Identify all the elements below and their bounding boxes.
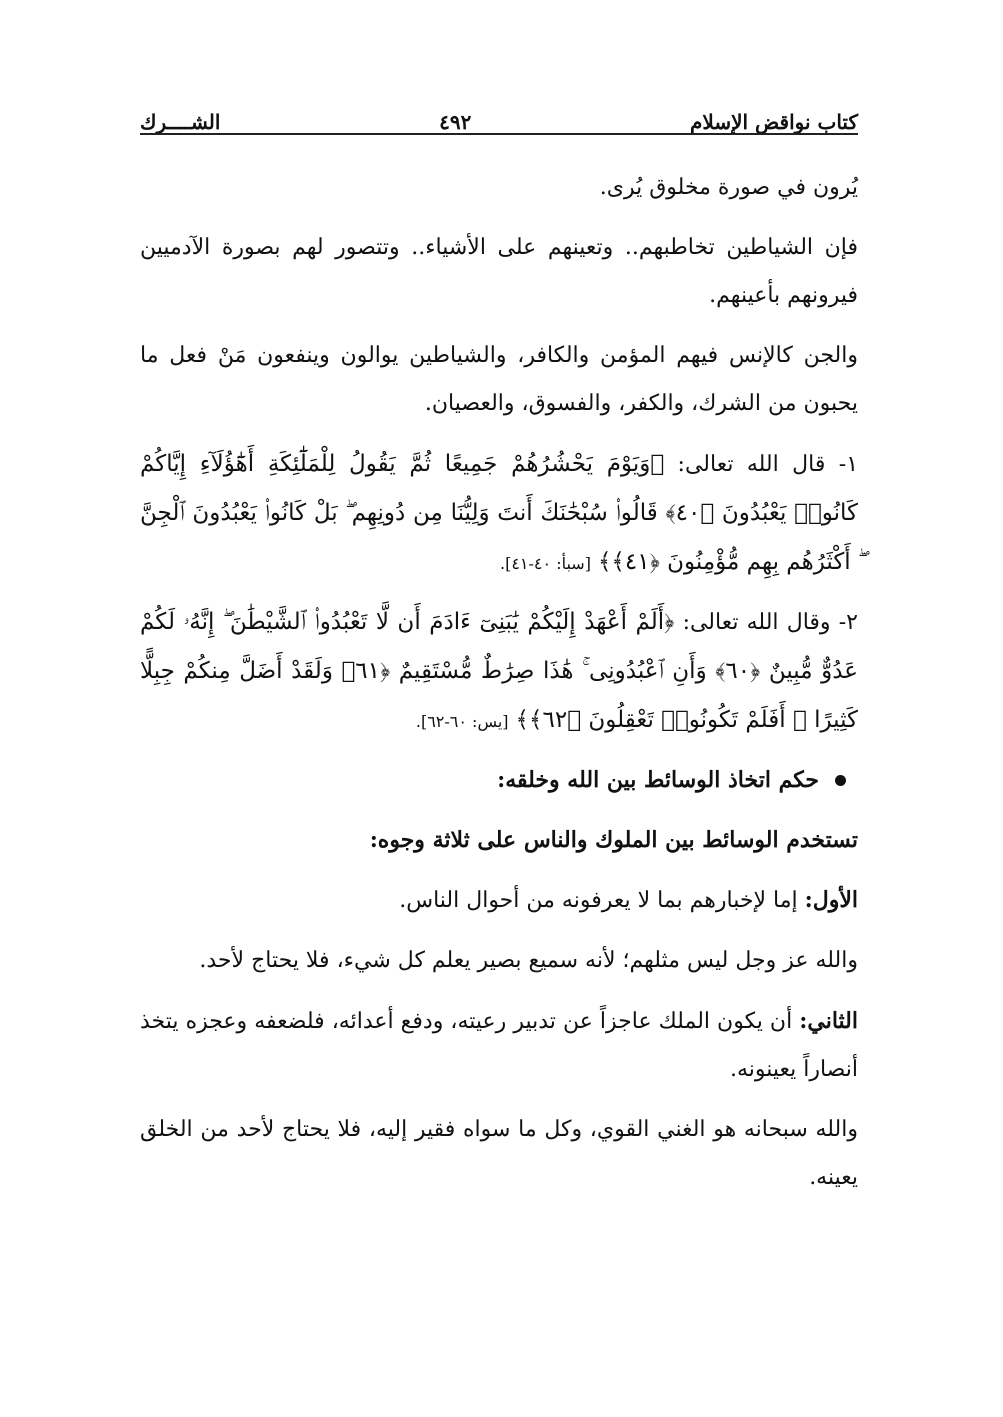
paragraph: والجن كالإنس فيهم المؤمن والكافر، والشياطين يوالون وينفعون مَنْ فعل ما يحبون من الشرك، والكفر، والفسوق، والعصيان. (140, 343, 858, 416)
verse-citation-2 (140, 598, 858, 746)
item-number: ٢- (838, 610, 858, 635)
header-rule (140, 133, 858, 135)
page-body (140, 164, 858, 1214)
paragraph: والله عز وجل ليس مثلهم؛ لأنه سميع بصير يعلم كل شيء، فلا يحتاج لأحد. (199, 948, 858, 973)
second-text: أن يكون الملك عاجزاً عن تدبير رعيته، ودفع أعدائه، فلضعفه وعجزه يتخذ أنصاراً يعينونه. (140, 1009, 858, 1082)
quran-verse: ﴿أَلَمْ أَعْهَدْ إِلَيْكُمْ يَٰبَنِىٓ ءَادَمَ أَن لَّا تَعْبُدُوا۟ ٱلشَّيْطَٰنَ ۖ إِنَّهُۥ لَكُمْ عَدُوٌّ مُّبِينٌ ﴿٦٠﴾ وَأَنِ ٱعْبُدُونِى ۚ هَٰذَا صِرَٰطٌ مُّسْتَقِيمٌ ﴿٦١﴾ وَلَقَدْ أَضَلَّ مِنكُمْ جِبِلًّا كَثِيرًا ۖ أَفَلَمْ تَكُونُوا۟ تَعْقِلُونَ ﴿٦٢﴾﴾ (140, 609, 859, 733)
paragraph: يُرون في صورة مخلوق يُرى. (599, 175, 858, 200)
page-number: ٤٩٢ (439, 110, 472, 134)
verse-reference: [سبأ: ٤٠-٤١]. (500, 554, 591, 573)
second-label: الثاني: (799, 1008, 858, 1034)
section-subheading: تستخدم الوسائط بين الملوك والناس على ثلاثة وجوه: (369, 827, 858, 853)
item-number: ١- (838, 452, 859, 477)
quran-verse: ﴿وَيَوْمَ يَحْشُرُهُمْ جَمِيعًا ثُمَّ يَقُولُ لِلْمَلَٰٓئِكَةِ أَهَٰٓؤُلَآءِ إِيَّاكُمْ كَانُوا۟ يَعْبُدُونَ ﴿٤٠﴾ قَالُوا۟ سُبْحَٰنَكَ أَنتَ وَلِيُّنَا مِن دُونِهِم ۖ بَلْ كَانُوا۟ يَعْبُدُونَ ٱلْجِنَّ ۖ أَكْثَرُهُم بِهِم مُّؤْمِنُونَ ﴿٤١﴾﴾ (140, 451, 858, 575)
verse-citation-1 (140, 440, 858, 588)
first-text: إما لإخبارهم بما لا يعرفونه من أحوال الناس. (399, 888, 798, 913)
section-heading-text: حكم اتخاذ الوسائط بين الله وخلقه: (497, 767, 819, 793)
verse-intro: قال الله تعالى: (677, 452, 826, 477)
first-label: الأول: (804, 887, 858, 913)
running-header (140, 98, 858, 134)
first-point (140, 876, 858, 925)
second-point (140, 997, 858, 1094)
bullet-icon (835, 775, 846, 786)
verse-intro: وقال الله تعالى: (682, 610, 831, 635)
verse-reference: [يس: ٦٠-٦٢]. (415, 712, 509, 731)
paragraph: والله سبحانه هو الغني القوي، وكل ما سواه فقير إليه، فلا يحتاج لأحد من الخلق يعينه. (140, 1117, 858, 1190)
paragraph: فإن الشياطين تخاطبهم.. وتعينهم على الأشياء.. وتتصور لهم بصورة الآدميين فيرونهم بأعينهم. (140, 235, 858, 308)
section-heading (140, 756, 858, 804)
chapter-title: الشــــرك (140, 110, 221, 134)
book-title: كتاب نواقض الإسلام (690, 110, 858, 134)
